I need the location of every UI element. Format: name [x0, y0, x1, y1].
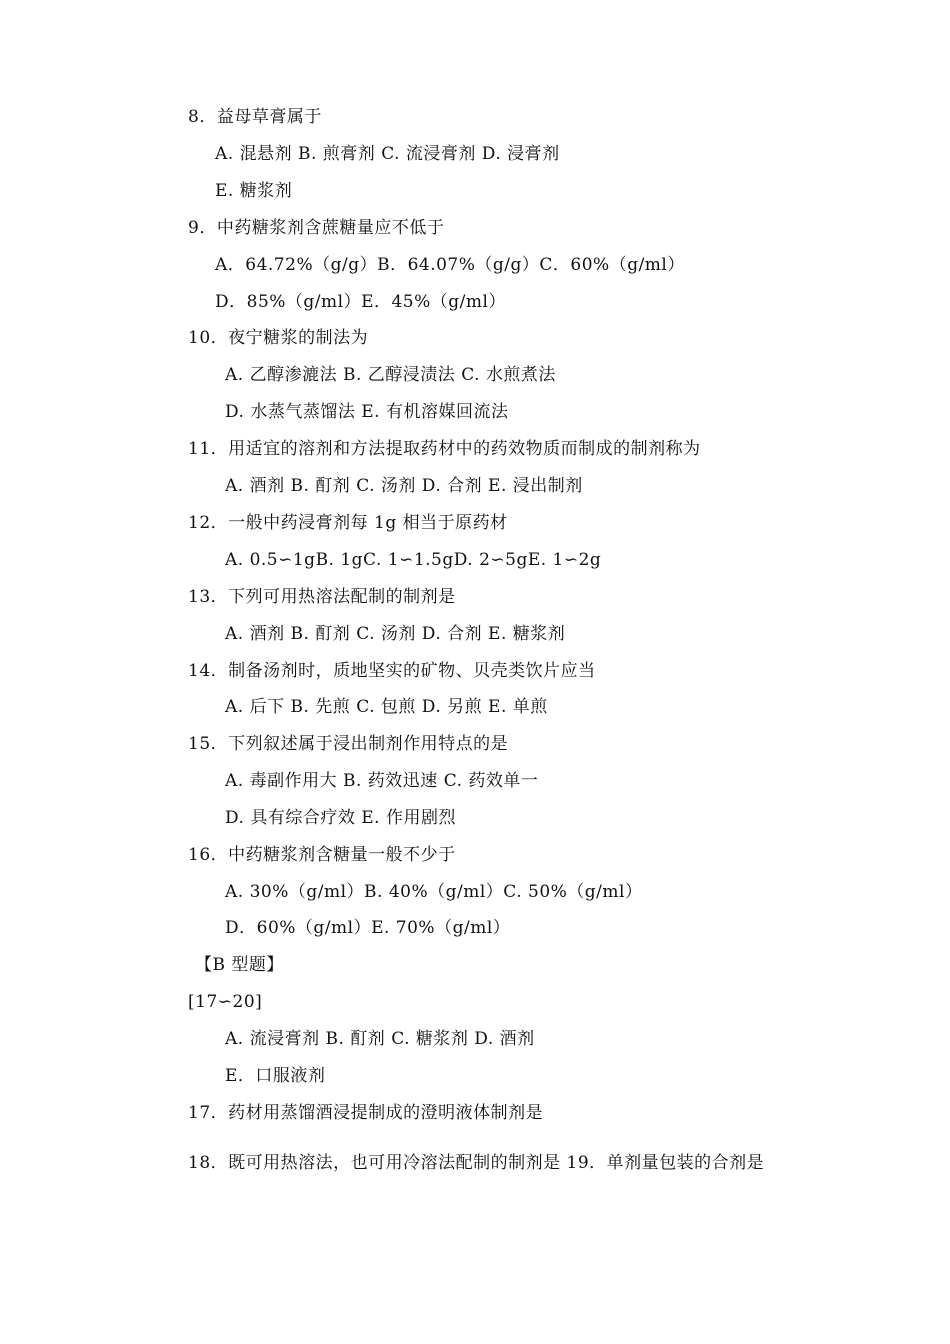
question-8: 8．益母草膏属于 — [188, 107, 322, 127]
question-14-options: A. 后下 B. 先煎 C. 包煎 D. 另煎 E. 单煎 — [225, 697, 548, 717]
question-12-options: A. 0.5∽1gB. 1gC. 1∽1.5gD. 2∽5gE. 1∽2g — [225, 550, 602, 570]
question-10-options-line-1: A. 乙醇渗漉法 B. 乙醇浸渍法 C. 水煎煮法 — [225, 365, 556, 385]
question-11: 11．用适宜的溶剂和方法提取药材中的药效物质而制成的制剂称为 — [188, 439, 701, 459]
shared-options-line-1: A. 流浸膏剂 B. 酊剂 C. 糖浆剂 D. 酒剂 — [225, 1029, 535, 1049]
section-heading-b-type: 【B 型题】 — [195, 955, 284, 975]
question-13: 13．下列可用热溶法配制的制剂是 — [188, 587, 456, 607]
question-12: 12．一般中药浸膏剂每 1g 相当于原药材 — [188, 513, 508, 533]
question-11-options: A. 酒剂 B. 酊剂 C. 汤剂 D. 合剂 E. 浸出制剂 — [225, 476, 583, 496]
question-8-options-line-2: E. 糖浆剂 — [215, 181, 293, 201]
question-10: 10．夜宁糖浆的制法为 — [188, 328, 369, 348]
question-9-options-line-2: D．85%（g/ml）E．45%（g/ml） — [215, 292, 506, 312]
question-16-options-line-1: A. 30%（g/ml）B. 40%（g/ml）C. 50%（g/ml） — [225, 882, 643, 902]
question-9-options-line-1: A．64.72%（g/g）B．64.07%（g/g）C．60%（g/ml） — [215, 255, 685, 275]
question-10-options-line-2: D. 水蒸气蒸馏法 E. 有机溶媒回流法 — [225, 402, 509, 422]
question-15-options-line-2: D. 具有综合疗效 E. 作用剧烈 — [225, 808, 456, 828]
question-9: 9．中药糖浆剂含蔗糖量应不低于 — [188, 218, 445, 238]
question-15: 15．下列叙述属于浸出制剂作用特点的是 — [188, 734, 509, 754]
question-14: 14．制备汤剂时，质地坚实的矿物、贝壳类饮片应当 — [188, 661, 596, 681]
question-8-options-line-1: A. 混悬剂 B. 煎膏剂 C. 流浸膏剂 D. 浸膏剂 — [215, 144, 560, 164]
question-range-17-20: [17∽20] — [188, 992, 263, 1012]
shared-options-line-2: E．口服液剂 — [225, 1066, 326, 1086]
question-15-options-line-1: A. 毒副作用大 B. 药效迅速 C. 药效单一 — [225, 771, 539, 791]
question-17: 17．药材用蒸馏酒浸提制成的澄明液体制剂是 — [188, 1103, 544, 1123]
question-18-19: 18．既可用热溶法，也可用冷溶法配制的制剂是 19．单剂量包装的合剂是 — [188, 1153, 765, 1173]
question-16-options-line-2: D．60%（g/ml）E. 70%（g/ml） — [225, 918, 511, 938]
question-16: 16．中药糖浆剂含糖量一般不少于 — [188, 845, 456, 865]
question-13-options: A. 酒剂 B. 酊剂 C. 汤剂 D. 合剂 E. 糖浆剂 — [225, 624, 566, 644]
